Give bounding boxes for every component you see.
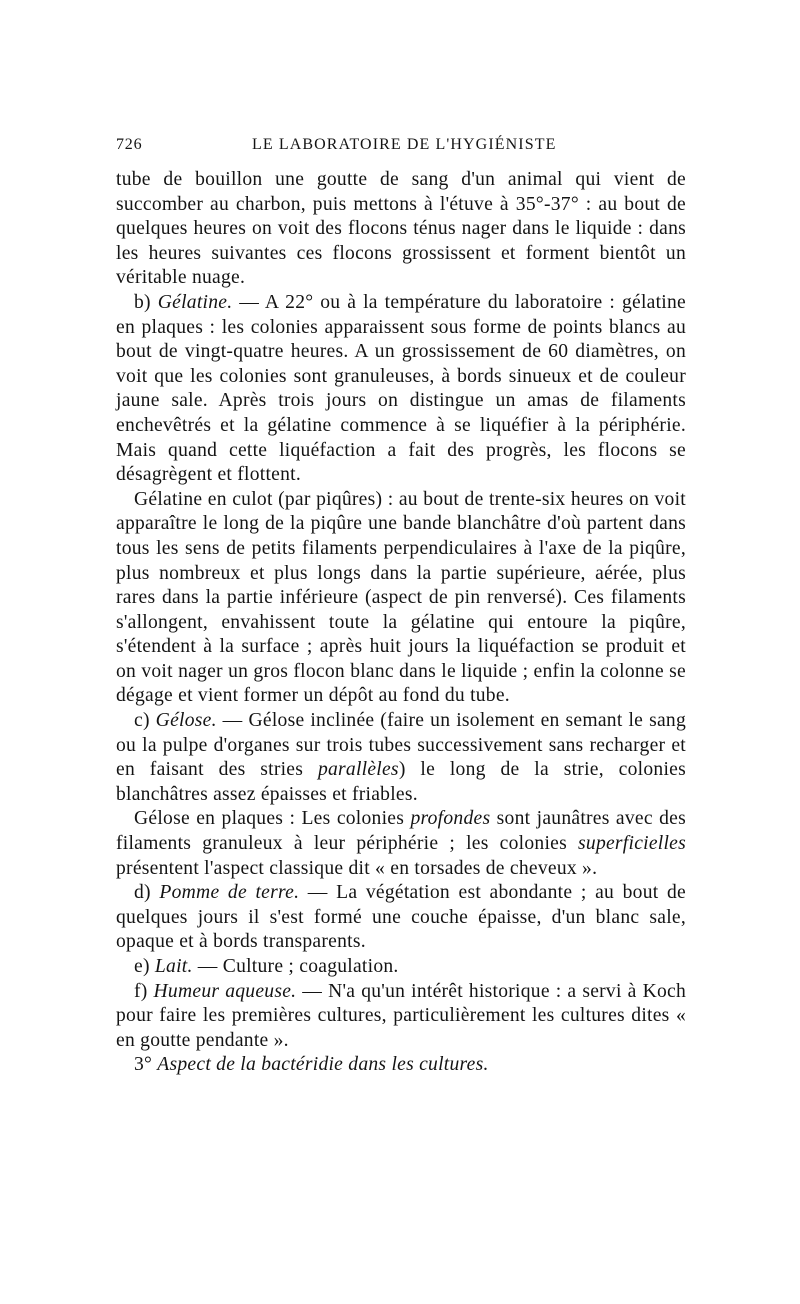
paragraph — [116, 291, 686, 488]
italic-text-segment: Humeur aqueuse. — [153, 980, 297, 1002]
text-segment: — La végétation est abondante ; au bout de quelques jours il s'est formé une couche épaisse, d'un blanc sale, opaque et à bords transparents. — [116, 882, 686, 953]
text-segment: — A 22° ou à la température du laboratoire : gélatine en plaques : les colonies apparaissent sous forme de points blancs au bout de vingt-quatre heures. A un grossissement de 60 diamètres, on voit que les colonies sont granuleuses, à bords sinueux et de couleur jaune sale. Après trois jours on distingue un amas de filaments enchevêtrés et la gélatine commence à se liquéfier à la périphérie. Mais quand cette liquéfaction a fait des progrès, les flocons se désagrègent et flottent. — [116, 291, 686, 486]
page-number: 726 — [116, 136, 143, 153]
text-segment: c) — [134, 710, 156, 732]
italic-text-segment: Lait. — [154, 956, 193, 977]
text-segment: ) le long de la strie, colonies blanchâtres assez épaisses et friables. — [116, 759, 686, 805]
text-segment: — N'a qu'un intérêt historique : a servi à Koch pour faire les premières cultures, particulièrement les cultures dites « en goutte pendante ». — [116, 980, 687, 1051]
text-segment: présentent l'aspect classique dit « en torsades de cheveux ». — [116, 857, 598, 879]
text-segment: e) — [134, 956, 155, 977]
text-segment: — Gélose inclinée (faire un isolement en semant le sang ou la pulpe d'organes sur trois tubes successivement sans recharger et en faisant des stries — [116, 710, 686, 781]
paragraph — [116, 1053, 686, 1078]
text-segment: sont jaunâtres avec des filaments granuleux à leur périphérie ; les colonies — [116, 808, 686, 855]
italic-text-segment: Gélatine. — [157, 291, 233, 313]
text-segment: tube de bouillon une goutte de sang d'un animal qui vient de succomber au charbon, puis mettons à l'étuve à 35°-37° : au bout de quelques heures on voit des flocons ténus nager dans le liquide : dans les heures suivantes ces flocons grossissent et forment bientôt un véritable nuage. — [116, 169, 686, 289]
paragraph — [116, 488, 686, 709]
paragraph — [116, 980, 686, 1054]
italic-text-segment: parallèles — [317, 759, 399, 781]
text-segment: f) — [134, 980, 154, 1002]
paragraph — [116, 807, 686, 881]
text-segment: Gélose en plaques : Les colonies — [134, 808, 411, 830]
paragraph — [116, 168, 686, 291]
running-title: LE LABORATOIRE DE L'HYGIÉNISTE — [252, 136, 557, 153]
paragraph — [116, 709, 686, 807]
italic-text-segment: Pomme de terre. — [159, 882, 300, 904]
body-text — [116, 168, 686, 1078]
italic-text-segment: profondes — [410, 808, 491, 830]
paragraph — [116, 955, 686, 980]
text-segment: b) — [134, 291, 158, 313]
paragraph — [116, 881, 686, 955]
running-head — [116, 136, 686, 164]
italic-text-segment: superficielles — [578, 833, 686, 855]
italic-text-segment: Gélose. — [155, 710, 217, 732]
text-segment: d) — [134, 882, 160, 904]
text-segment: Gélatine en culot (par piqûres) : au bout de trente-six heures on voit apparaître le long de la piqûre une bande blanchâtre d'où partent dans tous les sens de petits filaments perpendiculaires à l'axe de la piqûre, plus nombreux et plus longs dans la partie supérieure, aérée, plus rares dans la partie inférieure (aspect de pin renversé). Ces filaments s'allongent, envahissent toute la gélatine qui entoure la piqûre, s'étendent à la surface ; après huit jours la liquéfaction se produit et on voit nager un gros flocon blanc dans le liquide ; enfin la colonne se dégage et vient former un dépôt au fond du tube. — [116, 488, 686, 707]
text-segment: — Culture ; coagulation. — [192, 956, 399, 977]
page — [116, 136, 686, 1078]
italic-text-segment: Aspect de la bactéridie dans les cultures. — [157, 1054, 489, 1076]
text-segment: 3° — [134, 1054, 158, 1076]
